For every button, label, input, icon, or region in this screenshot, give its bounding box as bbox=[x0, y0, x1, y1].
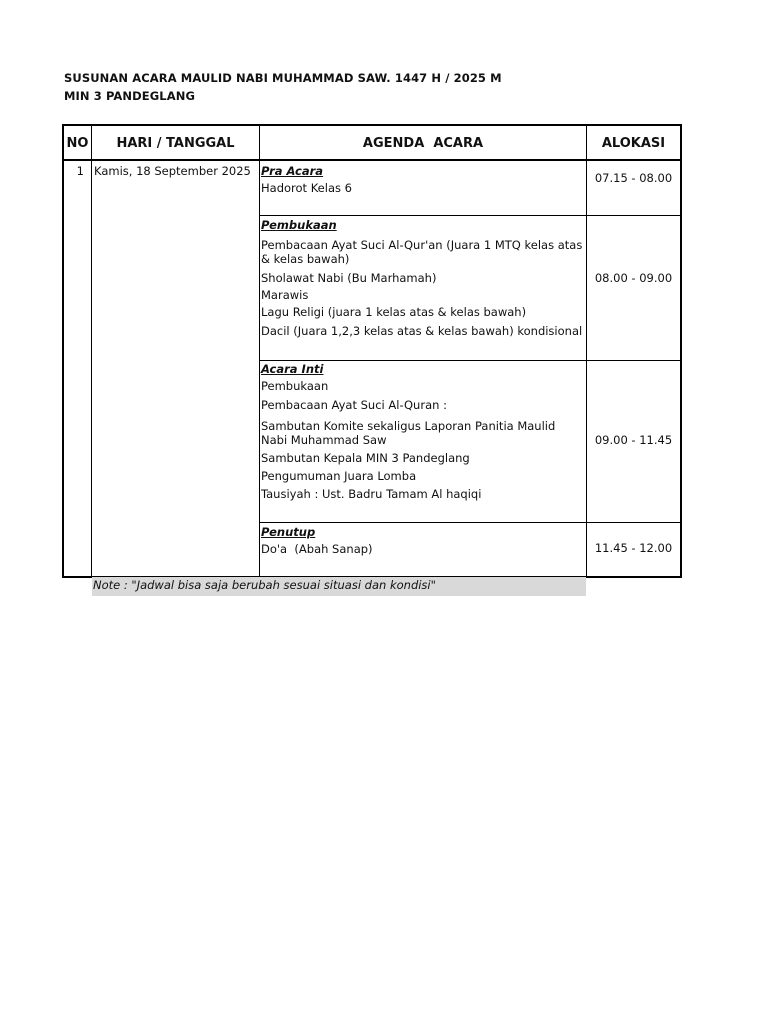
section-penutup bbox=[261, 525, 583, 556]
agenda-item: Marawis bbox=[261, 288, 309, 302]
agenda-item: Sholawat Nabi (Bu Marhamah) bbox=[261, 271, 437, 285]
agenda-item: Dacil (Juara 1,2,3 kelas atas & kelas bawah) kondisional bbox=[261, 324, 583, 338]
row-date: Kamis, 18 September 2025 bbox=[94, 164, 251, 178]
col-divider-2 bbox=[259, 124, 260, 578]
section-title: Pra Acara bbox=[261, 164, 324, 178]
agenda-item: Hadorot Kelas 6 bbox=[261, 181, 352, 195]
row-divider-1 bbox=[259, 215, 682, 216]
header-divider bbox=[62, 159, 682, 161]
agenda-item: Pembukaan bbox=[261, 379, 329, 393]
table-border-top bbox=[62, 124, 682, 126]
table-border-left bbox=[62, 124, 64, 578]
header-date: HARI / TANGGAL bbox=[116, 135, 235, 151]
schedule-note: Note : "Jadwal bisa saja berubah sesuai situasi dan kondisi" bbox=[92, 577, 586, 596]
header-agenda: AGENDA ACARA bbox=[362, 135, 484, 151]
agenda-item: Do'a (Abah Sanap) bbox=[261, 542, 373, 556]
header-alokasi: ALOKASI bbox=[601, 135, 666, 151]
time-slot: 09.00 - 11.45 bbox=[594, 433, 673, 447]
agenda-item: Pembacaan Ayat Suci Al-Qur'an (Juara 1 MTQ kelas atas & kelas bawah) bbox=[261, 238, 583, 266]
section-title: Penutup bbox=[261, 525, 316, 539]
col-divider-1 bbox=[91, 124, 92, 578]
col-divider-3 bbox=[586, 124, 587, 578]
section-title: Pembukaan bbox=[261, 218, 337, 232]
section-pra-acara bbox=[261, 164, 583, 195]
agenda-item: Lagu Religi (juara 1 kelas atas & kelas bawah) bbox=[261, 305, 527, 319]
title-line-2: MIN 3 PANDEGLANG bbox=[64, 89, 195, 103]
agenda-item: Pembacaan Ayat Suci Al-Quran : bbox=[261, 398, 447, 412]
row-divider-3 bbox=[259, 522, 682, 523]
title-line-1: SUSUNAN ACARA MAULID NABI MUHAMMAD SAW. 1447 H / 2025 M bbox=[64, 71, 502, 85]
section-title: Acara Inti bbox=[261, 362, 324, 376]
table-border-right bbox=[680, 124, 682, 578]
row-divider-2 bbox=[259, 360, 682, 361]
time-slot: 08.00 - 09.00 bbox=[594, 271, 673, 285]
section-pembukaan bbox=[261, 218, 583, 338]
section-acara-inti bbox=[261, 362, 583, 501]
time-slot: 07.15 - 08.00 bbox=[594, 171, 673, 185]
agenda-item: Sambutan Kepala MIN 3 Pandeglang bbox=[261, 451, 470, 465]
header-no: NO bbox=[66, 135, 89, 151]
row-number: 1 bbox=[76, 164, 84, 178]
agenda-item: Tausiyah : Ust. Badru Tamam Al haqiqi bbox=[261, 487, 482, 501]
time-slot: 11.45 - 12.00 bbox=[594, 541, 673, 555]
agenda-item: Sambutan Komite sekaligus Laporan Panitia Maulid Nabi Muhammad Saw bbox=[261, 419, 556, 447]
agenda-item: Pengumuman Juara Lomba bbox=[261, 469, 417, 483]
